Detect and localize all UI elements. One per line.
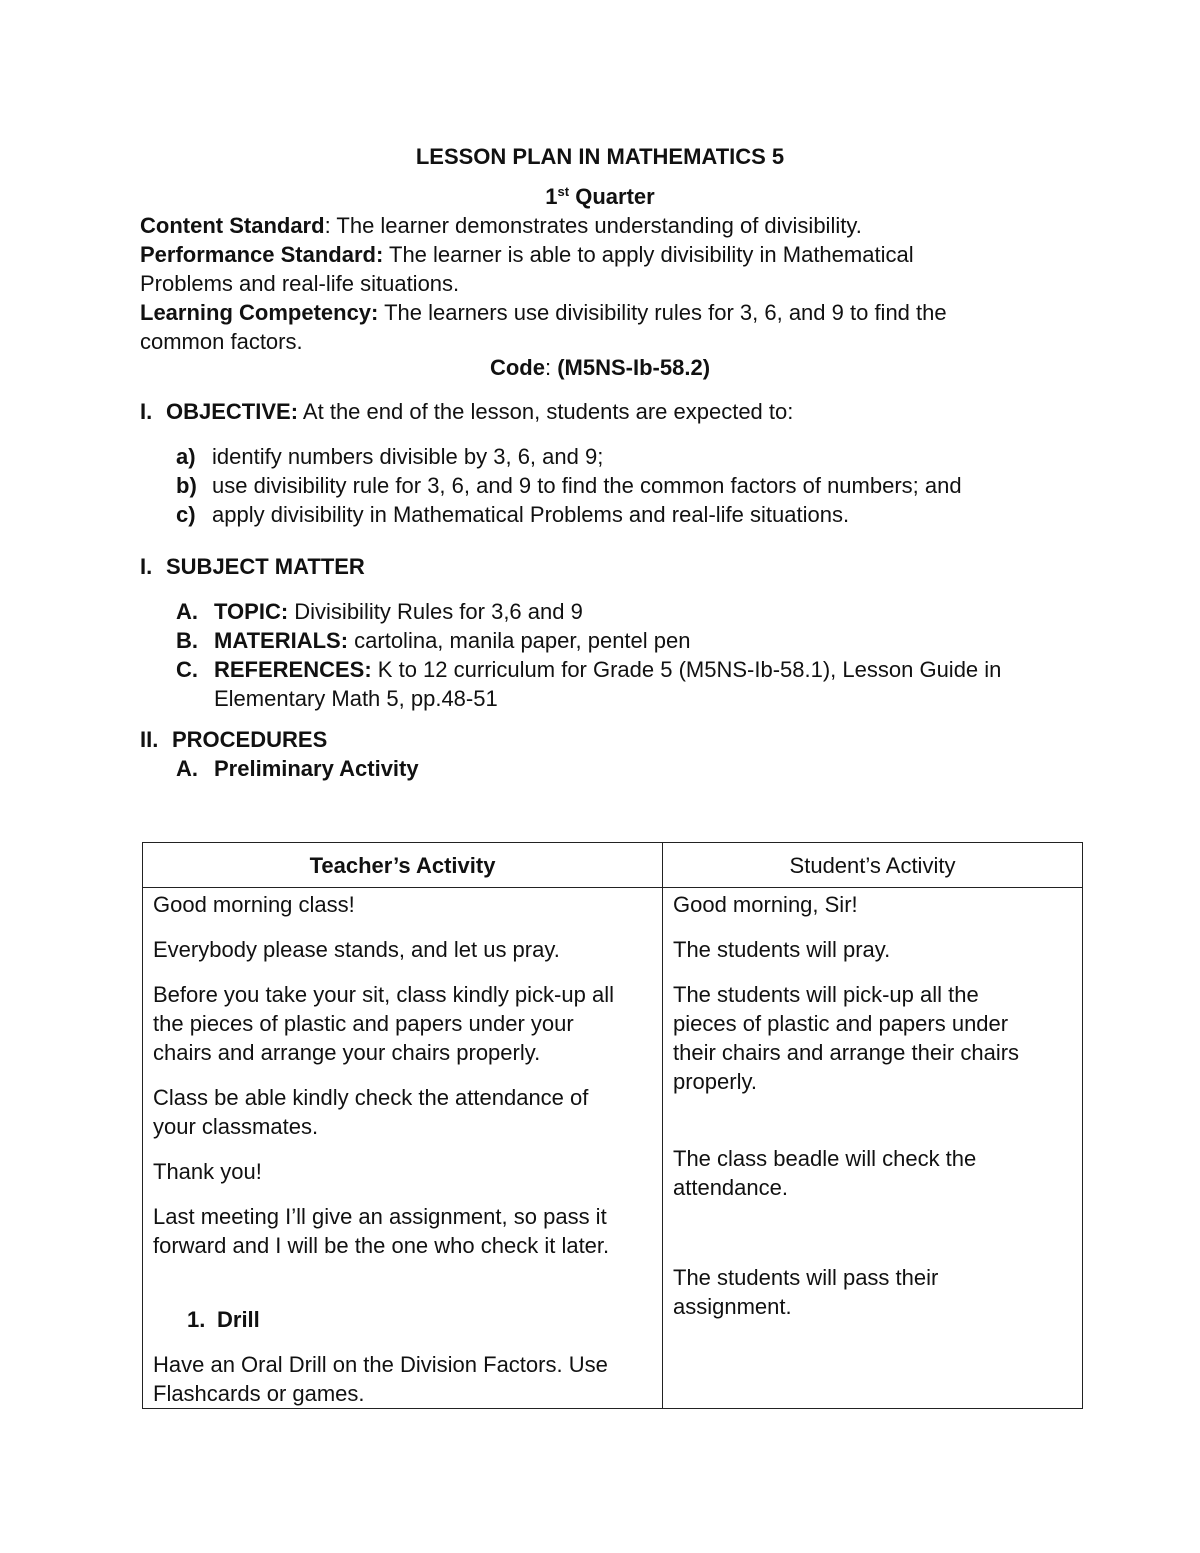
learning-competency-label: Learning Competency:: [140, 300, 379, 325]
title-text: LESSON PLAN IN MATHEMATICS 5: [415, 144, 785, 169]
teacher-drill-text: [153, 1350, 652, 1408]
list-item: [176, 500, 962, 529]
teacher-greeting: Good morning class!: [153, 892, 355, 917]
procedures-label: PROCEDURES: [172, 727, 328, 752]
teacher-pickup: [153, 980, 652, 1067]
drill-marker: 1.: [187, 1307, 206, 1332]
subject-matter-list: [176, 597, 1001, 713]
quarter-superscript: st: [557, 183, 570, 199]
student-pickup: [673, 980, 1072, 1096]
learning-competency: [140, 298, 1040, 327]
procedures-numeral: II.: [140, 727, 159, 752]
learning-competency-text: The learners use divisibility rules for 3, 6, and 9 to find the: [378, 300, 947, 325]
content-standard-text: : The learner demonstrates understanding of divisibility.: [324, 213, 862, 238]
quarter-word: Quarter: [575, 184, 655, 209]
table-row: [143, 888, 1083, 1409]
text-line: The students will pick-up all the: [673, 982, 979, 1007]
subject-matter-numeral: I.: [140, 554, 153, 579]
list-item-text: use divisibility rule for 3, 6, and 9 to find the common factors of numbers; and: [212, 473, 962, 498]
content-standard: [140, 211, 1040, 240]
text-line: forward and I will be the one who check it later.: [153, 1233, 610, 1258]
text-line: attendance.: [673, 1175, 788, 1200]
code-separator: :: [544, 355, 558, 380]
content-standard-label: Content Standard: [140, 213, 325, 238]
performance-standard-text-cont: Problems and real-life situations.: [140, 271, 460, 296]
teacher-activity-cell: [143, 888, 663, 1409]
text-line: Before you take your sit, class kindly pick-up all: [153, 982, 614, 1007]
performance-standard-label: Performance Standard:: [140, 242, 384, 267]
list-item: [176, 471, 962, 500]
references-text: K to 12 curriculum for Grade 5 (M5NS-Ib-58.1), Lesson Guide in: [371, 657, 1002, 682]
text-line: Last meeting I’ll give an assignment, so pass it: [153, 1204, 607, 1229]
student-attendance: [673, 1144, 1072, 1202]
list-item-text: apply divisibility in Mathematical Problems and real-life situations.: [212, 502, 850, 527]
topic-label: TOPIC:: [214, 599, 289, 624]
performance-standard: [140, 240, 1040, 269]
materials-text: cartolina, manila paper, pentel pen: [348, 628, 691, 653]
list-marker: a): [176, 444, 196, 469]
teacher-assignment: [153, 1202, 652, 1260]
text-line: pieces of plastic and papers under: [673, 1011, 1009, 1036]
text-line: Class be able kindly check the attendance of: [153, 1085, 589, 1110]
objective-list: [176, 442, 962, 529]
list-item: [176, 626, 1001, 655]
activity-table: [142, 842, 1083, 1409]
objective-numeral: I.: [140, 399, 153, 424]
preliminary-label: Preliminary Activity: [214, 756, 419, 781]
drill-label: Drill: [217, 1307, 260, 1332]
student-activity-header: Student’s Activity: [663, 843, 1083, 888]
subject-matter-label: SUBJECT MATTER: [166, 554, 365, 579]
code-line: [0, 353, 1200, 382]
standards-block: [140, 211, 1040, 356]
materials-label: MATERIALS:: [214, 628, 349, 653]
teacher-thanks: Thank you!: [153, 1159, 262, 1184]
text-line: the pieces of plastic and papers under your: [153, 1011, 574, 1036]
student-activity-cell: [663, 888, 1083, 1409]
text-line: Flashcards or games.: [153, 1381, 365, 1406]
text-line: chairs and arrange your chairs properly.: [153, 1040, 541, 1065]
teacher-attendance: [153, 1083, 652, 1141]
list-marker: b): [176, 473, 197, 498]
list-item: [176, 597, 1001, 626]
student-assignment: [673, 1263, 1072, 1321]
student-prayer: The students will pray.: [673, 937, 891, 962]
teacher-activity-header: Teacher’s Activity: [143, 843, 663, 888]
text-line: The students will pass their: [673, 1265, 939, 1290]
student-greeting: Good morning, Sir!: [673, 892, 858, 917]
text-line: their chairs and arrange their chairs: [673, 1040, 1020, 1065]
objective-text: At the end of the lesson, students are expected to:: [298, 399, 794, 424]
objective-heading: [140, 397, 793, 426]
text-line: your classmates.: [153, 1114, 319, 1139]
list-item: [176, 442, 962, 471]
code-label: Code: [489, 355, 545, 380]
list-marker: B.: [176, 628, 198, 653]
list-item: [176, 655, 1001, 684]
drill-heading: [153, 1305, 652, 1334]
text-line: The class beadle will check the: [673, 1146, 977, 1171]
text-line: assignment.: [673, 1294, 792, 1319]
quarter-heading: [0, 182, 1200, 211]
subject-matter-heading: [140, 552, 365, 581]
performance-standard-text: The learner is able to apply divisibility in Mathematical: [383, 242, 914, 267]
text-line: properly.: [673, 1069, 757, 1094]
text-line: Have an Oral Drill on the Division Factors. Use: [153, 1352, 608, 1377]
topic-text: Divisibility Rules for 3,6 and 9: [288, 599, 583, 624]
list-marker: C.: [176, 657, 198, 682]
teacher-prayer: Everybody please stands, and let us pray.: [153, 937, 560, 962]
references-text-cont: Elementary Math 5, pp.48-51: [214, 686, 498, 711]
objective-label: OBJECTIVE:: [166, 399, 299, 424]
list-item-text: identify numbers divisible by 3, 6, and 9;: [212, 444, 604, 469]
list-marker: A.: [176, 599, 198, 624]
quarter-number: 1: [545, 184, 558, 209]
list-marker: c): [176, 502, 196, 527]
procedures-heading: [140, 725, 327, 754]
learning-competency-text-cont: common factors.: [140, 329, 303, 354]
table-header-row: [143, 843, 1083, 888]
code-value: (M5NS-Ib-58.2): [557, 355, 711, 380]
page-title: [0, 142, 1200, 171]
preliminary-marker: A.: [176, 756, 198, 781]
references-label: REFERENCES:: [214, 657, 372, 682]
preliminary-activity-heading: [176, 754, 419, 783]
